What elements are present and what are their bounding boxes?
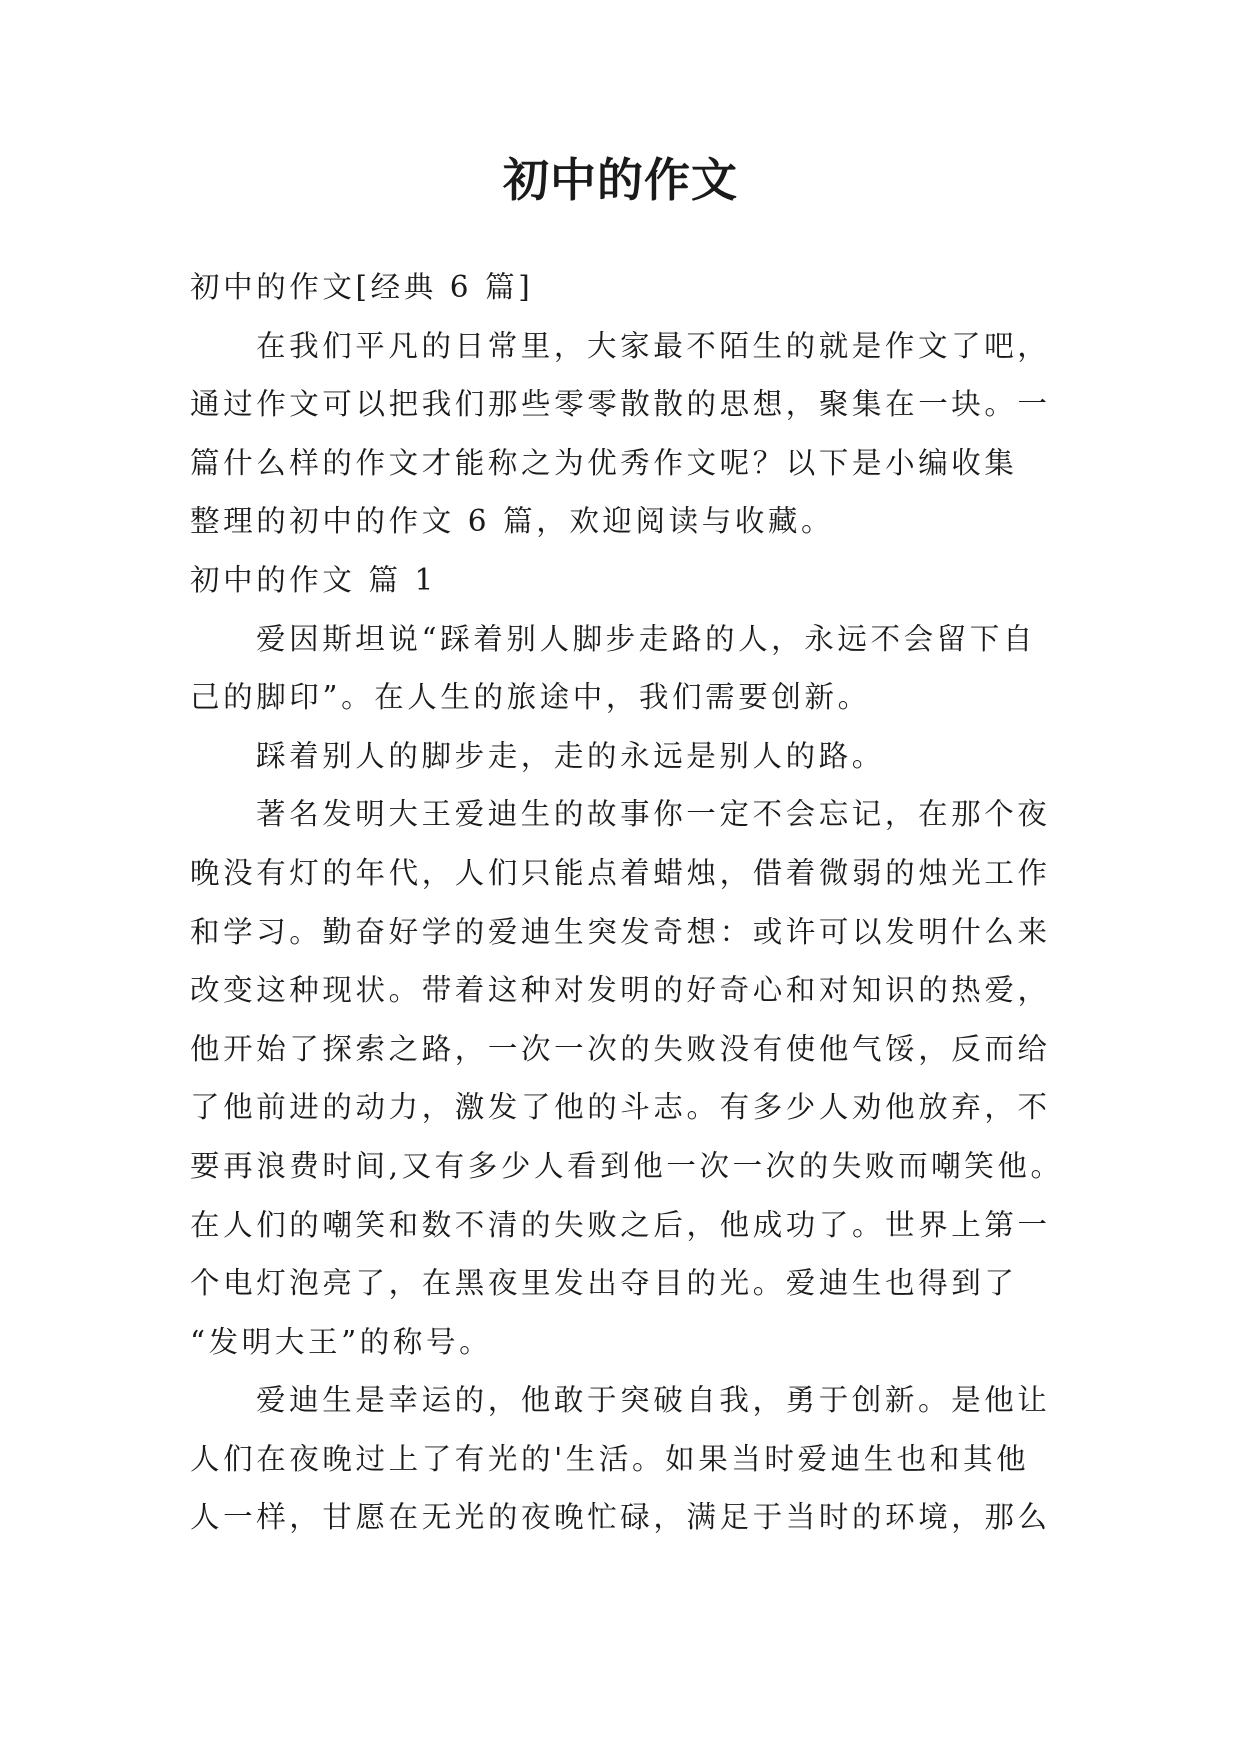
text-line: 人一样，甘愿在无光的夜晚忙碌，满足于当时的环境，那么 [190, 1500, 1051, 1535]
text-line: 初中的作文 篇 1 [190, 562, 437, 597]
text-line: 己的脚印”。在人生的旅途中，我们需要创新。 [190, 680, 871, 715]
text-line: 爱因斯坦说“踩着别人脚步走路的人，永远不会留下自 [256, 621, 1036, 656]
text-line: 爱迪生是幸运的，他敢于突破自我，勇于创新。是他让 [256, 1383, 1051, 1418]
text-line: 了他前进的动力，激发了他的斗志。有多少人劝他放弃，不 [190, 1090, 1051, 1125]
text-line: 踩着别人的脚步走，走的永远是别人的路。 [256, 738, 885, 773]
text-line: 通过作文可以把我们那些零零散散的思想，聚集在一块。一 [190, 387, 1051, 422]
text-line: 改变这种现状。带着这种对发明的好奇心和对知识的热爱， [190, 973, 1051, 1008]
text-line: 他开始了探索之路，一次一次的失败没有使他气馁，反而给 [190, 1031, 1051, 1066]
text-line: 著名发明大王爱迪生的故事你一定不会忘记，在那个夜 [256, 797, 1051, 832]
document-title: 初中的作文 [503, 153, 738, 207]
document-body [190, 258, 1070, 1547]
text-line: 篇什么样的作文才能称之为优秀作文呢？以下是小编收集 [190, 445, 1018, 480]
text-line: 人们在夜晚过上了有光的'生活。如果当时爱迪生也和其他 [190, 1441, 1030, 1476]
text-line: 在我们平凡的日常里，大家最不陌生的就是作文了吧， [256, 328, 1051, 363]
text-line: 在人们的嘲笑和数不清的失败之后，他成功了。世界上第一 [190, 1207, 1051, 1242]
text-line: 初中的作文[经典 6 篇] [190, 270, 534, 304]
text-line: 要再浪费时间,又有多少人看到他一次一次的失败而嘲笑他。 [190, 1148, 1064, 1183]
text-line: 晚没有灯的年代，人们只能点着蜡烛，借着微弱的烛光工作 [190, 855, 1051, 890]
text-line: “发明大王”的称号。 [190, 1324, 493, 1359]
text-line: 整理的初中的作文 6 篇，欢迎阅读与收藏。 [190, 504, 835, 539]
text-line: 个电灯泡亮了，在黑夜里发出夺目的光。爱迪生也得到了 [190, 1266, 1018, 1301]
text-line: 和学习。勤奋好学的爱迪生突发奇想：或许可以发明什么来 [190, 914, 1051, 949]
